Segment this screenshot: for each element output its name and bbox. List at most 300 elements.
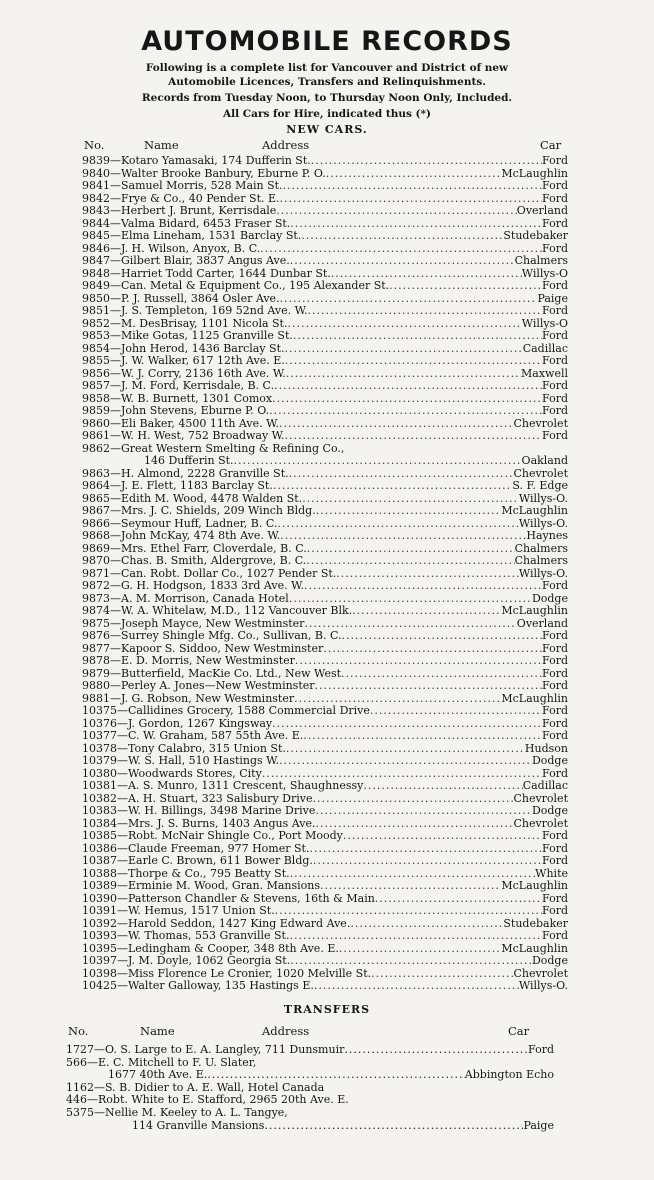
entry-text: 10386—Claude Freeman, 977 Homer St. [82,842,310,855]
table-row [82,618,568,631]
leader-dots [285,343,523,356]
leader-dots [279,755,532,768]
entry-car: Ford [542,280,568,292]
entry-car: McLaughlin [501,167,568,180]
entry-car: Oakland [521,455,568,467]
entry-text: 9863—H. Almond, 2228 Granville St. [82,467,289,480]
entry-text: 9839—Kotaro Yamasaki, 174 Dufferin St. [82,155,311,167]
transfer-text: 1162—S. B. Didier to A. E. Wall, Hotel Canada [66,1081,325,1094]
table-row [82,605,568,618]
transfer-text: 1677 40th Ave. E. [108,1069,208,1082]
table-row [82,180,568,193]
entry-text: 9849—Can. Metal & Equipment Co., 195 Alexander St. [82,280,390,292]
leader-dots [350,918,503,931]
leader-dots [370,705,542,718]
leader-dots [301,230,503,243]
table-row [82,930,568,943]
transfer-car: Abbington Echo [464,1069,554,1082]
entry-text: 9852—M. DesBrisay, 1101 Nicola St. [82,317,288,330]
intro-line-4: All Cars for Hire, indicated thus (*) [223,108,431,120]
leader-dots [341,630,542,643]
table-row [82,580,568,593]
table-row [82,705,568,718]
table-row [82,980,568,993]
leader-dots [280,293,538,306]
entry-text: 10388—Thorpe & Co., 795 Beatty St. [82,867,290,880]
entry-text: 9880—Perley A. Jones—New Westminster [82,680,315,692]
entry-text: 9861—W. H. West, 752 Broadway W. [82,430,285,442]
entry-car: McLaughlin [501,505,568,517]
table-row [82,468,568,481]
entry-text: 10395—Ledingham & Cooper, 348 8th Ave. E. [82,942,339,955]
entry-car: Cadillac [522,342,568,355]
leader-dots [375,893,542,906]
leader-dots [314,980,519,993]
col-address: Address [262,138,310,152]
table-row [82,455,568,468]
leader-dots [277,518,518,531]
transfer-text: 1727—O. S. Large to E. A. Langley, 711 Dunsmuir [66,1044,345,1056]
transfer-text: 114 Granville Mansions [132,1119,265,1132]
entry-car: Ford [542,930,568,942]
entry-car: Ford [542,305,568,317]
table-row [82,693,568,706]
leader-dots [285,355,542,368]
table-row [82,368,568,381]
col-no: No. [84,138,105,152]
entry-car: Chevrolet [513,467,568,480]
entry-car: Overland [516,617,568,630]
entry-car: Willys-O [521,317,568,330]
entry-car: Ford [542,680,568,692]
entry-text: 9850—P. J. Russell, 3864 Osler Ave. [82,292,280,305]
transfer-car: Paige [523,1119,554,1132]
entry-car: Ford [542,180,568,192]
leader-dots [316,818,514,831]
leader-dots [287,318,521,331]
entry-text: 10381—A. S. Munro, 1311 Crescent, Shaughnessy [82,780,364,792]
leader-dots [316,505,502,518]
transfer-row [66,1120,554,1133]
transfer-row [66,1082,554,1095]
table-row [82,430,568,443]
entry-car: Ford [542,242,568,255]
entry-car: Studebaker [503,917,568,930]
table-row [82,330,568,343]
leader-dots [331,268,522,281]
entry-text: 9874—W. A. Whitelaw, M.D., 112 Vancouver Blk. [82,605,353,617]
entry-text: 9862—Great Western Smelting & Refining Co., [82,442,345,455]
table-row [82,668,568,681]
leader-dots [313,855,542,868]
leader-dots [323,643,542,656]
transfer-col-no: No. [68,1024,89,1038]
leader-dots [307,543,515,556]
entry-text: 9847—Gilbert Blair, 3837 Angus Ave. [82,255,290,267]
entry-text: 10387—Earle C. Brown, 611 Bower Bldg. [82,855,313,867]
entry-car: Ford [542,330,568,342]
leader-dots [294,693,501,706]
entry-text: 9875—Joseph Mayce, New Westminster [82,617,305,630]
table-row [82,355,568,368]
entry-text: 10380—Woodwards Stores, City [82,767,262,780]
table-row [82,343,568,356]
table-row [82,230,568,243]
table-row [82,968,568,981]
table-row [82,743,568,756]
table-row [82,568,568,581]
table-row [82,780,568,793]
leader-dots [290,955,532,968]
entry-text: 9870—Chas. B. Smith, Aldergrove, B. C. [82,555,307,567]
table-row [82,793,568,806]
transfer-text: 566—E. C. Mitchell to F. U. Slater, [66,1056,257,1069]
leader-dots [279,418,513,431]
entry-car: Haynes [526,530,568,542]
entry-car: Ford [542,430,568,442]
leader-dots [389,280,542,293]
entry-car: Chevrolet [513,792,568,805]
entry-text: 9878—E. D. Morris, New Westminster [82,655,295,667]
table-row [82,730,568,743]
entry-text: 10375—Callidines Grocery, 1588 Commercial Drive [82,705,370,717]
transfer-car: Ford [528,1044,554,1056]
leader-dots [295,655,542,668]
entry-text: 9842—Frye & Co., 40 Pender St. E. [82,192,280,205]
table-row [82,293,568,306]
entry-car: Willys-O. [518,517,568,530]
entry-text: 10377—C. W. Graham, 587 55th Ave. E. [82,730,304,742]
entry-text: 9856—W. J. Corry, 2136 16th Ave. W. [82,367,286,380]
col-car: Car [540,138,562,152]
entry-car: McLaughlin [501,880,568,892]
entry-text: 9860—Eli Baker, 4500 11th Ave. W. [82,417,280,430]
entry-car: White [535,867,568,880]
entry-text: 10376—J. Gordon, 1267 Kingsway [82,717,273,730]
entry-car: McLaughlin [501,942,568,955]
entry-car: Ford [542,905,568,917]
entry-car: Ford [542,730,568,742]
entry-car: Ford [542,392,568,405]
table-row [82,893,568,906]
entry-car: McLaughlin [501,605,568,617]
entry-car: McLaughlin [501,692,568,705]
entry-car: Dodge [531,755,568,767]
entry-text: 10383—W. H. Billings, 3498 Marine Drive [82,805,316,817]
entry-text: 9843—Herbert J. Brunt, Kerrisdale [82,205,277,217]
entry-text: 10385—Robt. McNair Shingle Co., Port Moody [82,830,343,842]
entry-text: 10390—Patterson Chandler & Stevens, 16th & Main [82,892,375,905]
entry-car: Ford [542,655,568,667]
leader-dots [336,568,519,581]
entry-text: 9857—J. M. Ford, Kerrisdale, B. C. [82,380,275,392]
table-row [82,768,568,781]
table-row [82,393,568,406]
leader-dots [290,868,536,881]
intro-line-1: Following is a complete list for Vancouver and District of new [145,62,509,74]
entry-text: 9879—Butterfield, MacKie Co. Ltd., New West [82,667,342,680]
leader-dots [311,155,542,168]
entry-text: 9876—Surrey Shingle Mfg. Co., Sullivan, B. C. [82,630,342,642]
table-row [82,855,568,868]
entry-text: 9846—J. H. Wilson, Anyox, B. C. [82,242,261,255]
leader-dots [308,305,543,318]
table-row [82,493,568,506]
leader-dots [290,218,542,231]
leader-dots [371,968,513,981]
leader-dots [272,393,542,406]
transfer-col-car: Car [508,1024,530,1038]
leader-dots [304,580,542,593]
transfers-heading: TRANSFERS [283,1003,371,1016]
leader-dots [289,468,514,481]
entry-text: 9840—Walter Brooke Banbury, Eburne P. O. [82,167,326,180]
leader-dots [304,618,516,631]
table-row [82,155,568,168]
entry-text: 9853—Mike Gotas, 1125 Granville St. [82,330,293,342]
intro-line-3: Records from Tuesday Noon, to Thursday Noon Only, Included. [141,92,513,104]
table-row [82,268,568,281]
leader-dots [302,493,519,506]
leader-dots [363,780,522,793]
table-row [82,680,568,693]
table-row [82,318,568,331]
entry-car: Ford [542,580,568,592]
entry-car: Ford [542,842,568,855]
entry-text: 146 Dufferin St. [144,455,234,467]
transfer-row [66,1069,554,1082]
leader-dots [283,180,542,193]
entry-text: 10397—J. M. Doyle, 1062 Georgia St. [82,955,291,967]
table-row [82,193,568,206]
leader-dots [272,718,542,731]
entry-car: Ford [542,667,568,680]
leader-dots [234,455,522,468]
entry-text: 10379—W. S. Hall, 510 Hastings W. [82,755,280,767]
entry-car: Ford [542,642,568,655]
table-row [82,830,568,843]
table-row [82,518,568,531]
entry-text: 10392—Harold Seddon, 1427 King Edward Ave. [82,917,351,930]
leader-dots [315,805,532,818]
leader-dots [275,905,542,918]
leader-dots [289,593,532,606]
entry-car: Dodge [531,805,568,817]
table-row [82,643,568,656]
table-row [82,880,568,893]
entry-car: Dodge [531,955,568,967]
entry-text: 10393—W. Thomas, 553 Granville St. [82,930,290,942]
table-row [82,380,568,393]
table-row [82,480,568,493]
entry-car: Cadillac [522,780,568,792]
entry-car: Ford [542,767,568,780]
table-row [82,655,568,668]
entry-car: Ford [542,717,568,730]
leader-dots [309,843,542,856]
entry-text: 10425—Walter Galloway, 135 Hastings E. [82,980,314,992]
transfer-text: 5375—Nellie M. Keeley to A. L. Tangye, [66,1106,288,1119]
entry-car: Studebaker [503,230,568,242]
entry-car: Ford [542,192,568,205]
table-row [82,630,568,643]
intro-line-2: Automobile Licences, Transfers and Relinquishments. [168,76,486,88]
table-row [82,243,568,256]
leader-dots [280,193,543,206]
leader-dots [207,1069,465,1082]
table-row [82,530,568,543]
transfer-row [66,1107,554,1120]
entry-text: 9855—J. W. Walker, 617 12th Ave. E. [82,355,285,367]
leader-dots [274,380,542,393]
table-row [82,868,568,881]
table-row [82,755,568,768]
leader-dots [290,255,515,268]
leader-dots [280,530,526,543]
table-row [82,168,568,181]
new-cars-list [82,155,568,993]
leader-dots [276,205,517,218]
entry-car: Ford [542,892,568,905]
entry-text: 10382—A. H. Stuart, 323 Salisbury Drive [82,792,313,805]
entry-car: Paige [537,292,568,305]
leader-dots [303,730,542,743]
table-row [82,818,568,831]
transfer-row [66,1044,554,1057]
leader-dots [264,1120,523,1133]
leader-dots [269,405,542,418]
leader-dots [273,480,512,493]
table-row [82,218,568,231]
entry-text: 9851—J. S. Templeton, 169 52nd Ave. W. [82,305,308,317]
entry-car: Overland [516,205,568,217]
entry-car: Ford [542,217,568,230]
entry-car: Chalmers [514,555,568,567]
entry-car: Ford [542,855,568,867]
entry-text: 9841—Samuel Morris, 528 Main St. [82,180,283,192]
entry-car: Ford [542,355,568,367]
entry-text: 9867—Mrs. J. C. Shields, 209 Winch Bldg. [82,505,316,517]
leader-dots [285,430,542,443]
table-row [82,943,568,956]
entry-text: 10384—Mrs. J. S. Burns, 1403 Angus Ave. [82,817,316,830]
leader-dots [339,943,502,956]
entry-car: Dodge [531,592,568,605]
leader-dots [289,930,542,943]
table-row [82,955,568,968]
table-row [82,443,568,456]
entry-car: Chalmers [514,542,568,555]
table-row [82,918,568,931]
entry-text: 9877—Kapoor S. Siddoo, New Westminster [82,642,324,655]
table-row [82,418,568,431]
entry-text: 10389—Erminie M. Wood, Gran. Mansions [82,880,321,892]
entry-car: Maxwell [521,367,568,380]
table-row [82,505,568,518]
entry-text: 9858—W. B. Burnett, 1301 Comox [82,392,273,405]
entry-car: Willys-O [521,267,568,280]
table-row [82,905,568,918]
entry-text: 9844—Valma Bidard, 6453 Fraser St. [82,217,291,230]
entry-car: Willys-O. [518,980,568,992]
entry-text: 9873—A. M. Morrison, Canada Hotel [82,592,289,605]
entry-text: 10391—W. Hemus, 1517 Union St. [82,905,275,917]
leader-dots [286,743,525,756]
new-cars-heading: NEW CARS. [286,123,368,136]
entry-text: 9865—Edith M. Wood, 4478 Walden St. [82,492,303,505]
page-title: AUTOMOBILE RECORDS [141,26,513,57]
entry-text: 9848—Harriet Todd Carter, 1644 Dunbar St. [82,267,331,280]
entry-car: Chevrolet [513,967,568,980]
leader-dots [326,168,502,181]
entry-text: 10378—Tony Calabro, 315 Union St. [82,742,286,755]
transfer-text: 446—Robt. White to E. Stafford, 2965 20th Ave. E. [66,1094,349,1107]
table-row [82,543,568,556]
table-row [82,718,568,731]
entry-car: Chevrolet [513,817,568,830]
entry-text: 9872—G. H. Hodgson, 1833 3rd Ave. W. [82,580,304,592]
entry-car: Willys-O. [518,492,568,505]
entry-car: Ford [542,830,568,842]
entry-car: Ford [542,405,568,417]
leader-dots [341,668,542,681]
transfer-row [66,1094,554,1107]
table-row [82,405,568,418]
leader-dots [344,1044,528,1057]
entry-text: 9881—J. G. Robson, New Westminster [82,692,295,705]
leader-dots [306,555,514,568]
table-row [82,843,568,856]
transfer-row [66,1057,554,1070]
entry-text: 9854—John Herod, 1436 Barclay St. [82,342,285,355]
leader-dots [343,830,542,843]
leader-dots [320,880,501,893]
col-name: Name [144,138,179,152]
transfers-list [66,1044,554,1132]
entry-text: 9845—Elma Lineham, 1531 Barclay St. [82,230,302,242]
entry-text: 9864—J. E. Flett, 1183 Barclay St. [82,480,273,492]
entry-text: 9869—Mrs. Ethel Farr, Cloverdale, B. C. [82,542,307,555]
entry-car: Ford [542,705,568,717]
transfer-col-name: Name [140,1024,175,1038]
entry-car: Chalmers [514,255,568,267]
leader-dots [312,793,513,806]
entry-car: Willys-O. [518,567,568,580]
table-row [82,805,568,818]
leader-dots [286,368,521,381]
table-row [82,255,568,268]
entry-car: Ford [542,630,568,642]
leader-dots [260,243,542,256]
entry-text: 9859—John Stevens, Eburne P. O. [82,405,270,417]
entry-text: 10398—Miss Florence Le Cronier, 1020 Melville St. [82,967,372,980]
leader-dots [315,680,543,693]
leader-dots [293,330,542,343]
transfer-col-address: Address [262,1024,310,1038]
table-row [82,280,568,293]
entry-text: 9866—Seymour Huff, Ladner, B. C. [82,517,278,530]
table-row [82,205,568,218]
entry-text: 9868—John McKay, 474 8th Ave. W. [82,530,281,542]
entry-car: Chevrolet [513,417,568,430]
entry-car: S. F. Edge [512,480,568,492]
table-row [82,305,568,318]
entry-car: Hudson [524,742,568,755]
entry-car: Ford [542,155,568,167]
leader-dots [352,605,501,618]
table-row [82,593,568,606]
entry-car: Ford [542,380,568,392]
